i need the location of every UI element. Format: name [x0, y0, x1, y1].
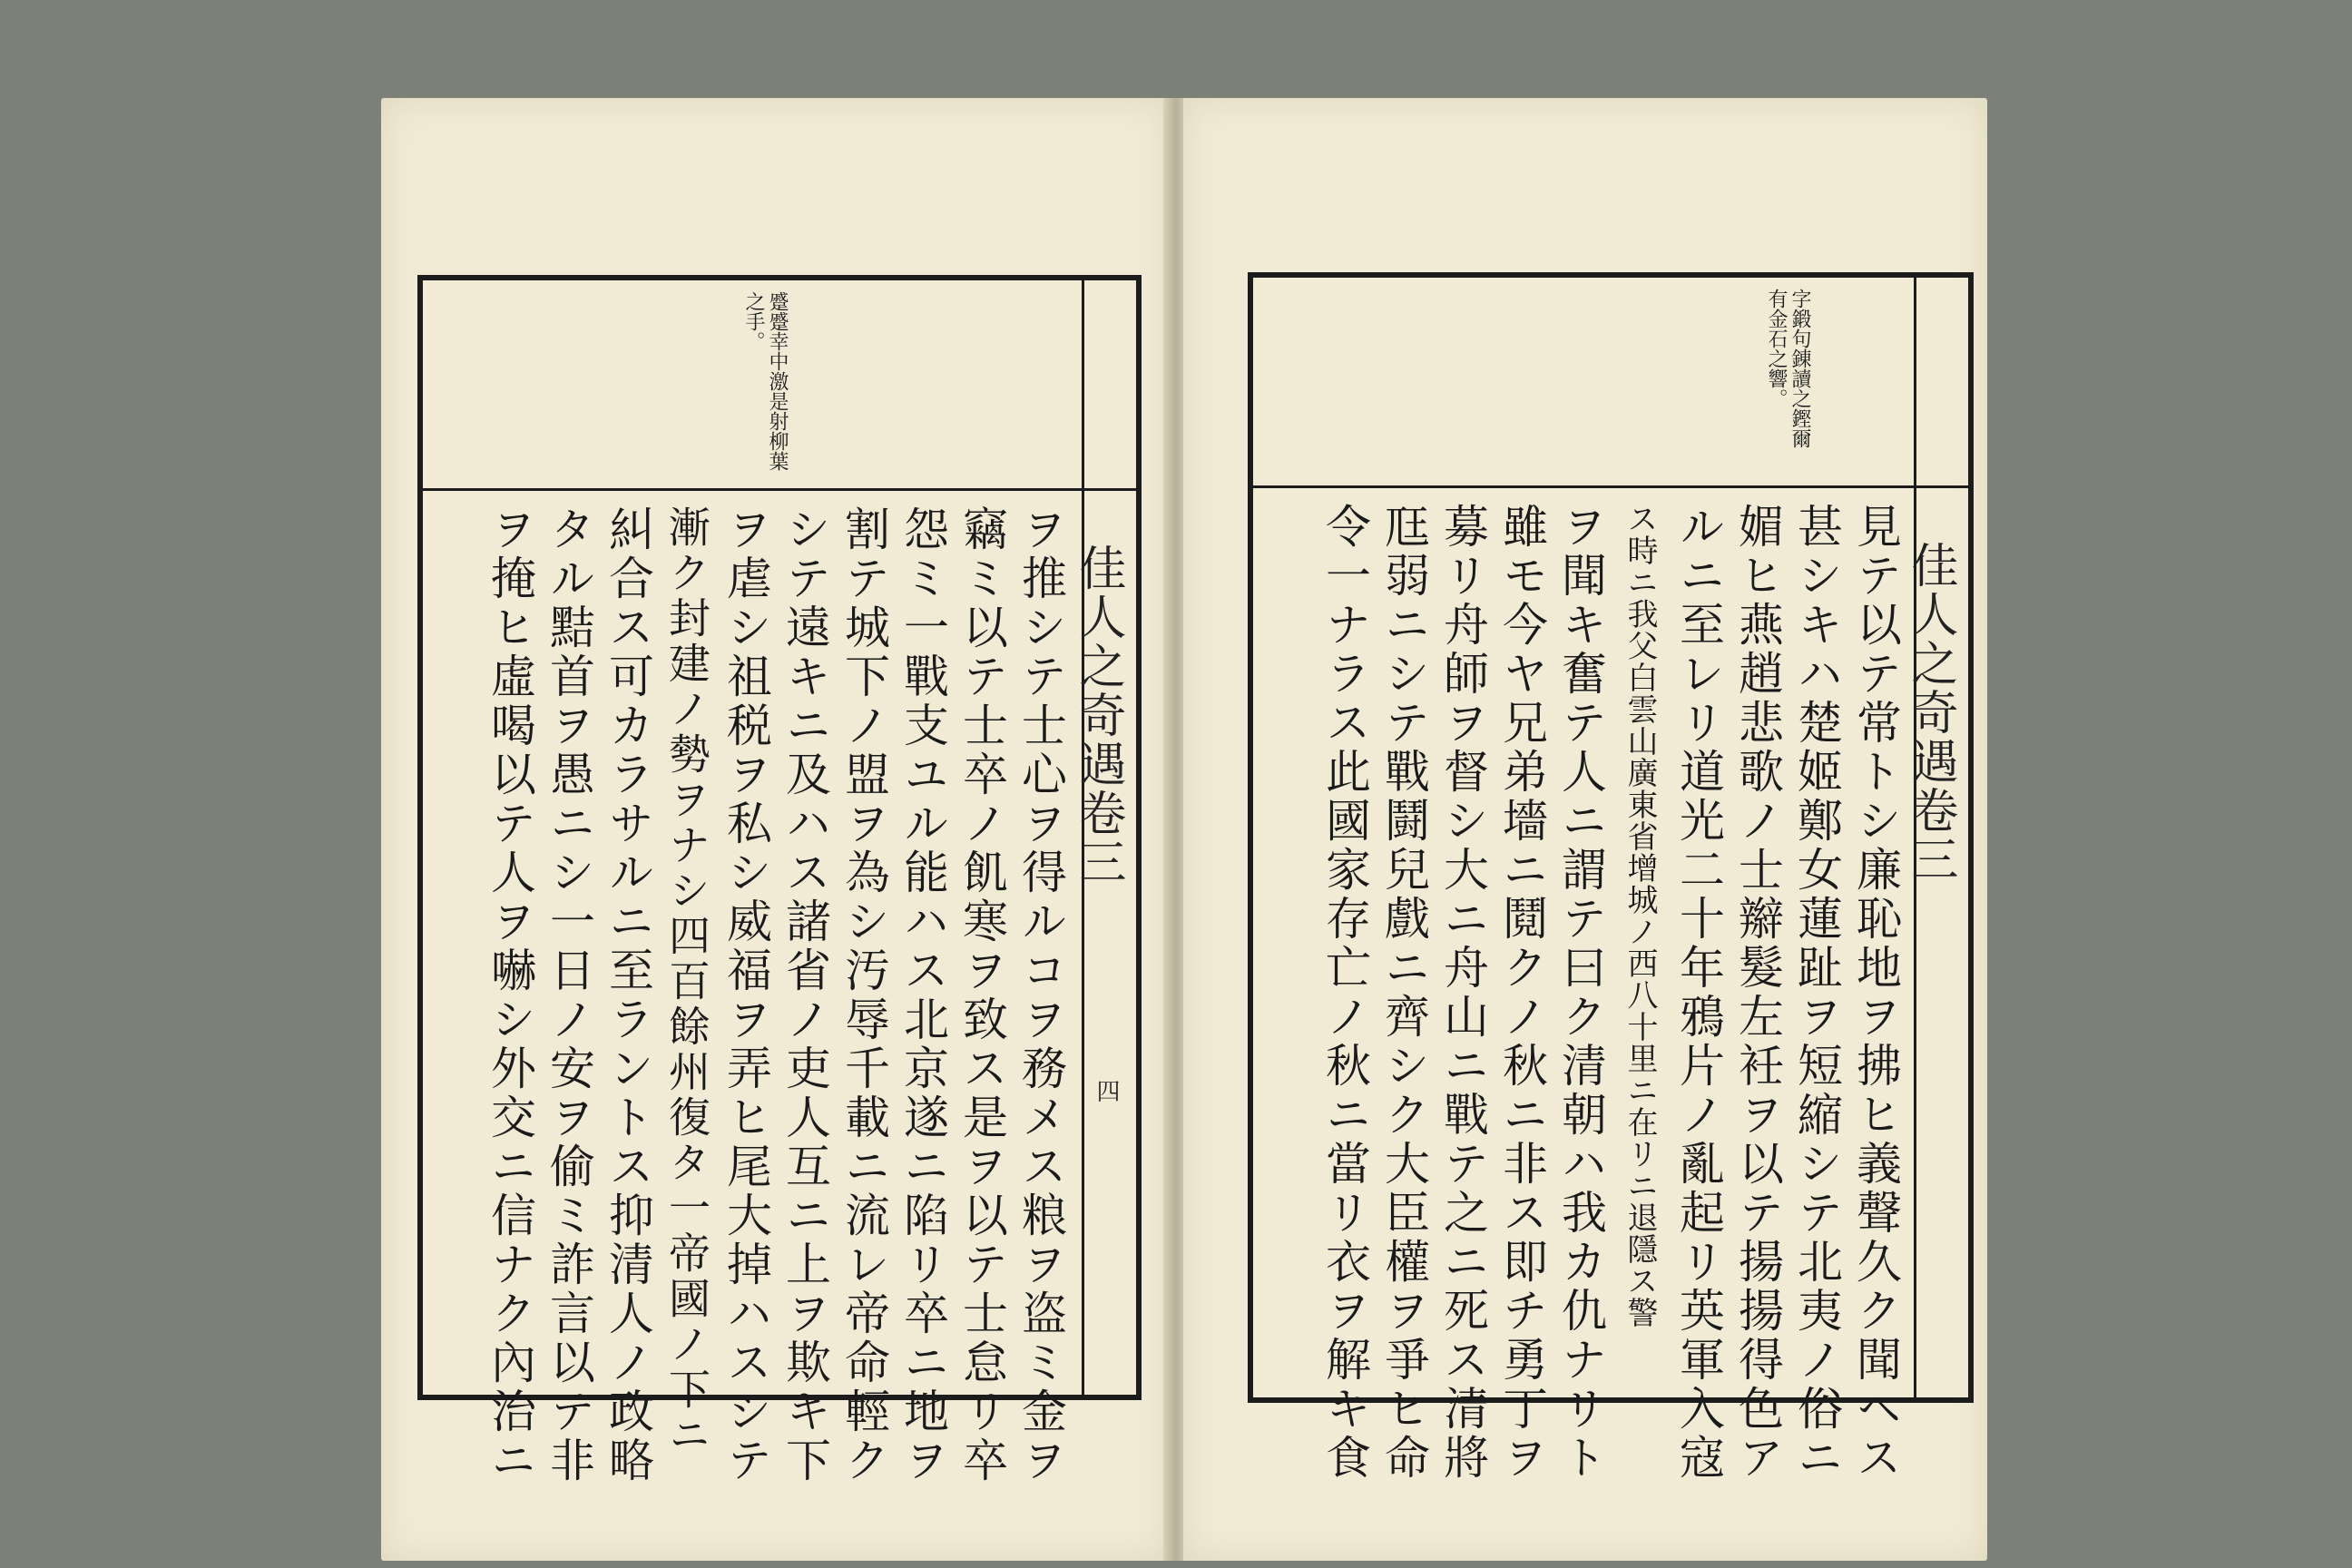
left-column-1: ヲ推シテ士心ヲ得ルコヲ務メス粮ヲ盗ミ金ヲ — [1014, 505, 1067, 1485]
right-column-2: 甚シキハ楚姬鄭女蓮趾ヲ短縮シテ北夷ノ俗ニ — [1790, 503, 1843, 1483]
left-column-9: タル黠首ヲ愚ニシ一日ノ安ヲ偷ミ詐言以テ非 — [543, 505, 595, 1485]
left-headnote-line-1: 蹙蹙幸中激是射柳葉 — [766, 291, 789, 471]
left-column-5: シテ遠キニ及ハス諸省ノ吏人互ニ上ヲ欺キ下 — [779, 505, 831, 1485]
right-column-9: 尫弱ニシテ戰鬪兒戲ニ齊シク大臣權ヲ爭ヒ命 — [1377, 503, 1430, 1483]
left-column-7: 漸ク封建ノ勢ヲナシ四百餘州復タ一帝國ノ下ニ — [662, 505, 711, 1458]
open-book — [381, 98, 1987, 1561]
left-column-10: ヲ掩ヒ虛喝以テ人ヲ嚇シ外交ニ信ナク內治ニ — [484, 505, 536, 1485]
left-page-frame — [417, 275, 1142, 1485]
left-spine-title: 佳人之奇遇卷三 — [1071, 544, 1125, 887]
right-column-4: ルニ至レリ道光二十年鴉片ノ亂起リ英軍入寇 — [1672, 503, 1725, 1483]
right-spine-title: 佳人之奇遇卷三 — [1903, 541, 1957, 884]
right-column-10: 令一ナラス此國家存亡ノ秋ニ當リ衣ヲ解キ食 — [1318, 503, 1371, 1483]
left-column-3: 怨ミ一戰支ユル能ハス北京遂ニ陷リ卒ニ地ヲ — [897, 505, 949, 1485]
right-column-5: ス時ニ我父白雲山廣東省增城ノ西八十里ニ在リニ退隱ス警 — [1622, 503, 1658, 1328]
right-column-7: 雖モ今ヤ兄弟墻ニ鬩クノ秋ニ非ス即チ勇丁ヲ — [1495, 503, 1548, 1483]
left-page — [381, 98, 1169, 1561]
right-column-3: 媚ヒ燕趙悲歌ノ士辮髮左衽ヲ以テ揚揚得色ア — [1731, 503, 1784, 1483]
left-headnote-line-2: 之手。 — [742, 291, 765, 351]
right-headnote-box — [1253, 278, 1968, 488]
left-column-4: 割テ城下ノ盟ヲ為シ汚辱千載ニ流レ帝命輕ク — [838, 505, 890, 1485]
right-page-frame — [1248, 272, 1974, 1483]
right-column-6: ヲ聞キ奮テ人ニ謂テ曰ク清朝ハ我カ仇ナリト — [1554, 503, 1607, 1483]
right-column-8: 募リ舟師ヲ督シ大ニ舟山ニ戰テ之ニ死ス清將 — [1436, 503, 1489, 1483]
right-column-1: 見テ以テ常トシ廉恥地ヲ拂ヒ義聲久ク聞ヘス — [1849, 503, 1902, 1483]
left-column-6: ヲ虐シ祖税ヲ私シ威福ヲ弄ヒ尾大掉ハスシテ — [720, 505, 772, 1485]
left-headnote-box — [423, 280, 1136, 491]
right-headnote-line-1: 字鍛句錬讀之鏗爾 — [1788, 289, 1811, 448]
left-column-2: 竊ミ以テ士卒ノ飢寒ヲ致ス是ヲ以テ士怠リ卒 — [956, 505, 1008, 1485]
left-folio: 四 — [1093, 1079, 1120, 1102]
right-headnote-line-2: 有金石之響。 — [1765, 289, 1788, 408]
left-column-8: 糾合ス可カラサルニ至ラントス抑清人ノ政略 — [602, 505, 654, 1485]
